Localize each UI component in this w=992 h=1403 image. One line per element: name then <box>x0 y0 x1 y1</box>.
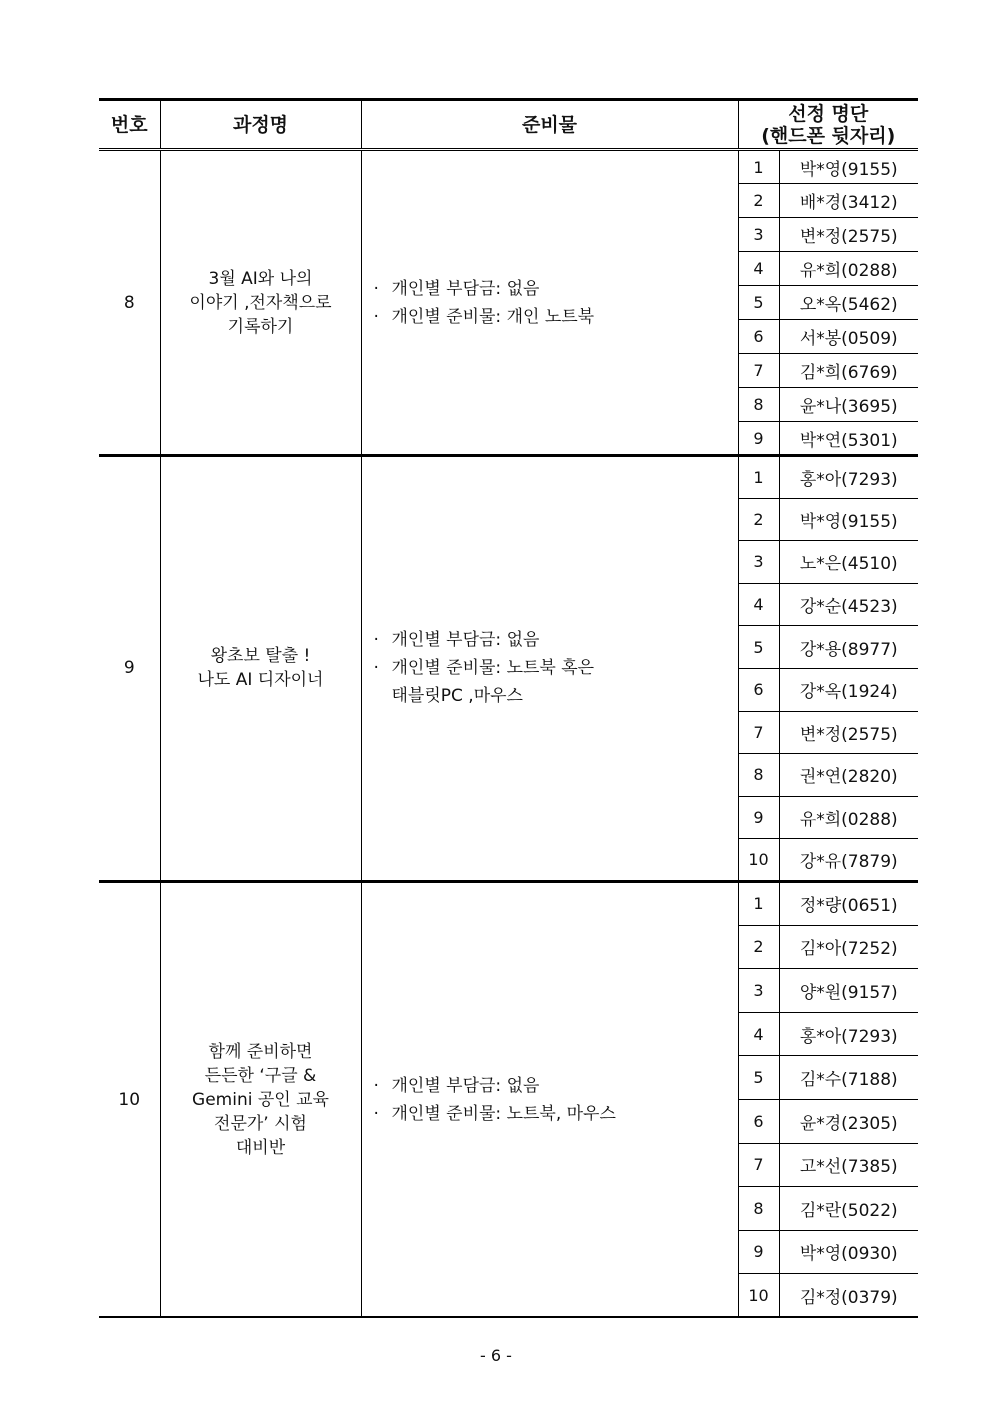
bullet-icon: · <box>373 658 379 679</box>
page-number: - 6 - <box>480 1346 512 1365</box>
person-index: 1 <box>738 881 779 925</box>
header-prep: 준비물 <box>361 100 738 150</box>
prep-item-line: 개인별 준비물: 노트북 혹은 <box>391 658 595 679</box>
person-index: 6 <box>738 1099 779 1143</box>
person-name: 김*란(5022) <box>779 1187 918 1231</box>
bullet-icon: · <box>373 630 379 651</box>
course-name-line: 이야기 ,전자책으로 <box>189 292 332 313</box>
person-name: 배*경(3412) <box>779 184 918 218</box>
person-name: 윤*경(2305) <box>779 1099 918 1143</box>
prep-cell <box>361 881 738 1317</box>
course-name-line: 3월 AI와 나의 <box>208 268 313 289</box>
prep-item-line: 태블릿PC ,마우스 <box>391 686 523 707</box>
course-name-line: 기록하기 <box>227 316 294 337</box>
header-number: 번호 <box>99 100 160 150</box>
bullet-icon: · <box>373 306 379 327</box>
prep-item-line: 개인별 부담금: 없음 <box>391 278 540 299</box>
prep-item <box>374 275 738 303</box>
bullet-icon: · <box>373 278 379 299</box>
course-name-line: 나도 AI 디자이너 <box>197 670 324 691</box>
course-section <box>99 456 918 882</box>
header-course: 과정명 <box>160 100 361 150</box>
prep-item-line: 개인별 준비물: 개인 노트북 <box>391 306 595 327</box>
course-name <box>160 150 361 456</box>
person-index: 3 <box>738 218 779 252</box>
person-name: 오*옥(5462) <box>779 286 918 320</box>
person-index: 4 <box>738 252 779 286</box>
person-name: 변*정(2575) <box>779 711 918 754</box>
person-index: 5 <box>738 1056 779 1100</box>
header-row <box>99 100 918 150</box>
course-number: 10 <box>99 881 160 1317</box>
person-name: 정*량(0651) <box>779 881 918 925</box>
person-name: 강*순(4523) <box>779 583 918 626</box>
prep-cell <box>361 150 738 456</box>
person-index: 8 <box>738 388 779 422</box>
person-index: 9 <box>738 1230 779 1274</box>
course-name-line: 함께 준비하면 <box>208 1041 313 1062</box>
person-name: 변*정(2575) <box>779 218 918 252</box>
person-index: 10 <box>738 839 779 882</box>
person-name: 홍*아(7293) <box>779 1012 918 1056</box>
course-name <box>160 881 361 1317</box>
person-name: 유*희(0288) <box>779 796 918 839</box>
header-selected-line2: (핸드폰 뒷자리) <box>761 124 896 147</box>
table-row <box>99 456 918 499</box>
prep-item-line: 개인별 준비물: 노트북, 마우스 <box>391 1103 616 1124</box>
person-index: 5 <box>738 626 779 669</box>
person-name: 박*영(9155) <box>779 498 918 541</box>
person-name: 서*봉(0509) <box>779 320 918 354</box>
person-index: 3 <box>738 969 779 1013</box>
person-index: 7 <box>738 354 779 388</box>
course-name-line: 든든한 ‘구글 & <box>204 1065 317 1086</box>
person-index: 4 <box>738 583 779 626</box>
bullet-icon: · <box>373 1075 379 1096</box>
person-index: 1 <box>738 150 779 184</box>
person-index: 7 <box>738 1143 779 1187</box>
header-selected <box>738 100 918 150</box>
person-name: 권*연(2820) <box>779 754 918 797</box>
prep-item <box>374 626 738 654</box>
person-name: 윤*나(3695) <box>779 388 918 422</box>
bullet-icon: · <box>373 1103 379 1124</box>
person-index: 7 <box>738 711 779 754</box>
prep-item <box>374 303 738 331</box>
person-name: 강*용(8977) <box>779 626 918 669</box>
course-name-line: 대비반 <box>235 1137 286 1158</box>
prep-cell <box>361 456 738 882</box>
table-row <box>99 150 918 184</box>
header-selected-line1: 선정 명단 <box>788 102 869 125</box>
selection-table <box>99 98 918 1318</box>
person-name: 박*연(5301) <box>799 430 898 451</box>
prep-item <box>374 1072 738 1100</box>
person-name: 고*선(7385) <box>779 1143 918 1187</box>
person-index: 6 <box>738 320 779 354</box>
course-name <box>160 456 361 882</box>
course-number: 9 <box>99 456 160 882</box>
person-index: 2 <box>738 925 779 969</box>
person-name: 김*수(7188) <box>779 1056 918 1100</box>
person-index: 6 <box>738 668 779 711</box>
person-name: 유*희(0288) <box>779 252 918 286</box>
course-number: 8 <box>99 150 160 456</box>
prep-item-line: 개인별 부담금: 없음 <box>391 630 540 651</box>
person-name: 홍*아(7293) <box>779 456 918 499</box>
person-index: 5 <box>738 286 779 320</box>
course-name-line: 전문가’ 시험 <box>214 1113 307 1134</box>
person-name: 박*영(9155) <box>779 150 918 184</box>
person-index: 8 <box>738 1187 779 1231</box>
person-index: 2 <box>738 498 779 541</box>
person-index: 2 <box>738 184 779 218</box>
person-index: 4 <box>738 1012 779 1056</box>
person-name: 박*영(0930) <box>779 1230 918 1274</box>
course-section <box>99 881 918 1317</box>
course-name-line: Gemini 공인 교육 <box>192 1089 329 1110</box>
person-name: 노*은(4510) <box>779 541 918 584</box>
person-index: 1 <box>738 456 779 499</box>
person-index: 9 <box>738 796 779 839</box>
person-index: 9 <box>738 422 779 456</box>
prep-item <box>374 654 738 710</box>
person-index: 10 <box>738 1274 779 1318</box>
prep-item-line: 개인별 부담금: 없음 <box>391 1075 540 1096</box>
person-name: 양*원(9157) <box>779 969 918 1013</box>
course-name-line: 왕초보 탈출 ! <box>210 646 311 667</box>
table-row <box>99 881 918 925</box>
person-name: 김*아(7252) <box>779 925 918 969</box>
person-index: 8 <box>738 754 779 797</box>
prep-item <box>374 1100 738 1128</box>
person-name: 김*희(6769) <box>779 354 918 388</box>
person-name: 강*유(7879) <box>799 852 898 873</box>
person-name: 김*정(0379) <box>799 1287 898 1308</box>
person-index: 3 <box>738 541 779 584</box>
person-name: 강*옥(1924) <box>779 668 918 711</box>
course-section <box>99 150 918 456</box>
